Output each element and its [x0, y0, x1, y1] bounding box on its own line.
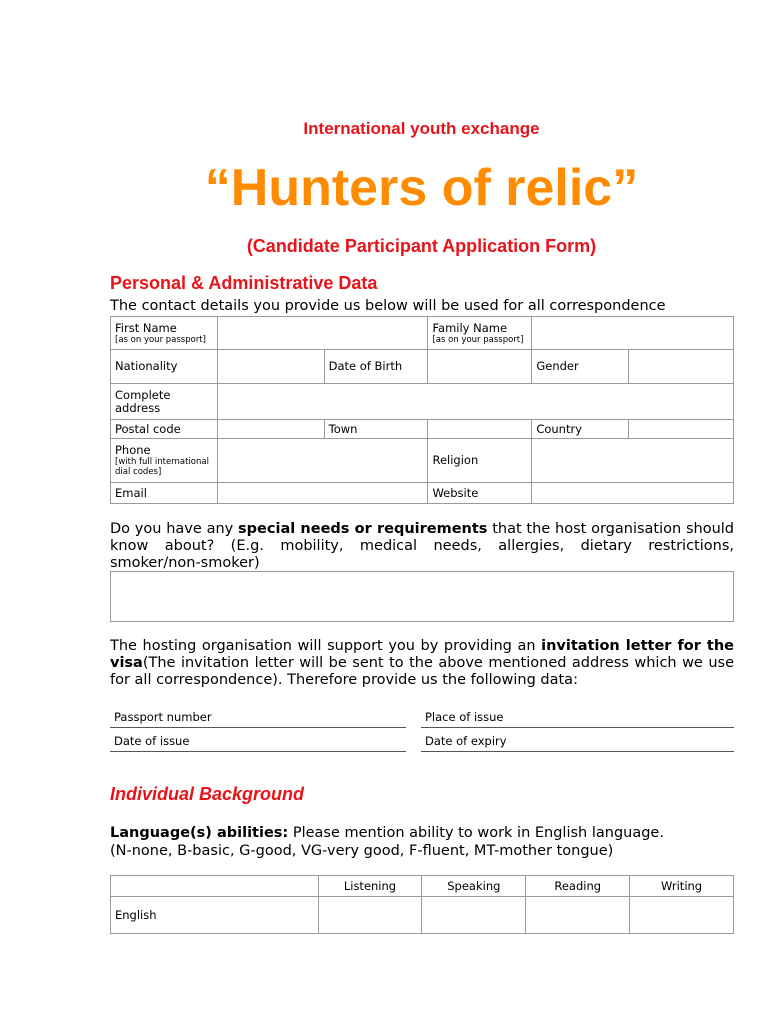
english-reading-field[interactable]	[526, 897, 630, 934]
form-title: (Candidate Participant Application Form)	[246, 236, 597, 256]
gender-label: Gender	[532, 350, 629, 384]
contact-note: The contact details you provide us below will be used for all correspondence	[110, 298, 666, 314]
special-needs-question: Do you have any special needs or requirements that the host organisation should know about? (E.g. mobility, medical needs, allergies, dietary restrictions, smoker/non-smoker)	[110, 521, 734, 571]
personal-section-heading: Personal & Administrative Data	[110, 273, 378, 293]
town-label: Town	[324, 420, 428, 439]
exchange-subtitle: International youth exchange	[303, 119, 540, 138]
phone-field[interactable]	[217, 439, 428, 483]
language-table	[110, 875, 734, 934]
email-field[interactable]	[217, 483, 428, 504]
address-field[interactable]	[217, 384, 733, 420]
english-row-label: English	[111, 897, 319, 934]
special-needs-input[interactable]	[110, 571, 734, 622]
website-label: Website	[428, 483, 532, 504]
dob-label: Date of Birth	[324, 350, 428, 384]
postal-field[interactable]	[217, 420, 324, 439]
english-speaking-field[interactable]	[422, 897, 526, 934]
date-of-expiry-field[interactable]: Date of expiry	[421, 730, 734, 752]
project-title: “Hunters of relic”	[204, 159, 639, 217]
postal-label: Postal code	[111, 420, 218, 439]
language-header-empty	[111, 876, 319, 897]
personal-data-table	[110, 316, 734, 504]
address-label: Complete address	[111, 384, 218, 420]
town-field[interactable]	[428, 420, 532, 439]
listening-header: Listening	[318, 876, 422, 897]
country-field[interactable]	[629, 420, 734, 439]
dob-field[interactable]	[428, 350, 532, 384]
country-label: Country	[532, 420, 629, 439]
passport-number-field[interactable]: Passport number	[110, 706, 406, 728]
family-name-field[interactable]	[532, 317, 734, 350]
english-listening-field[interactable]	[318, 897, 422, 934]
nationality-field[interactable]	[217, 350, 324, 384]
nationality-label: Nationality	[111, 350, 218, 384]
website-field[interactable]	[532, 483, 734, 504]
visa-paragraph: The hosting organisation will support you by providing an invitation letter for the visa(The invitation letter will be sent to the above mentioned address which we use for all correspondence). Therefore provide us the following data:	[110, 638, 734, 688]
place-of-issue-field[interactable]: Place of issue	[421, 706, 734, 728]
first-name-field[interactable]	[217, 317, 428, 350]
language-abilities-text: Language(s) abilities: Please mention ability to work in English language. (N-none, B-basic, G-good, VG-very good, F-fluent, MT-mother tongue)	[110, 825, 664, 859]
religion-field[interactable]	[532, 439, 734, 483]
date-of-issue-field[interactable]: Date of issue	[110, 730, 406, 752]
phone-label: Phone [with full international dial codes]	[111, 439, 218, 483]
english-writing-field[interactable]	[630, 897, 734, 934]
speaking-header: Speaking	[422, 876, 526, 897]
gender-field[interactable]	[629, 350, 734, 384]
first-name-label: First Name [as on your passport]	[111, 317, 218, 350]
family-name-label: Family Name [as on your passport]	[428, 317, 532, 350]
religion-label: Religion	[428, 439, 532, 483]
individual-background-heading: Individual Background	[110, 784, 305, 804]
writing-header: Writing	[630, 876, 734, 897]
email-label: Email	[111, 483, 218, 504]
reading-header: Reading	[526, 876, 630, 897]
